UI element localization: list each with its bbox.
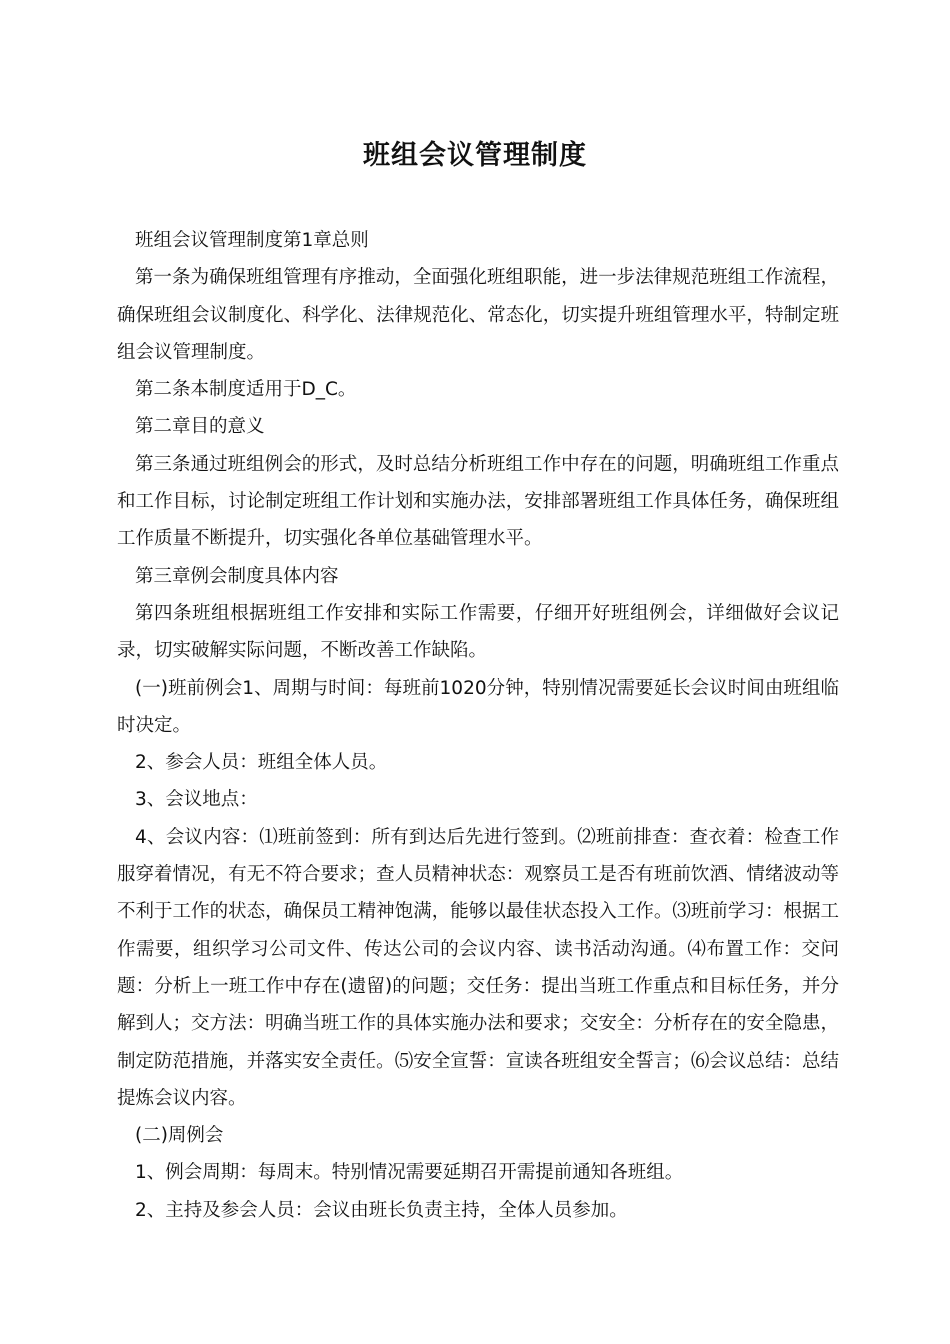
document-title: 班组会议管理制度 (363, 140, 587, 171)
paragraph-chapter1-heading: 班组会议管理制度第1章总则 (135, 230, 369, 251)
paragraph-weekly-host: 2、主持及参会人员：会议由班长负责主持，全体人员参加。 (135, 1199, 628, 1221)
paragraph-chapter3-heading: 第三章例会制度具体内容 (135, 565, 339, 587)
paragraph-article1: 第一条为确保班组管理有序推动，全面强化班组职能，进一步法律规范班组工作流程，确保班组会议制度化、科学化、法律规范化、常态化，切实提升班组管理水平，特制定班组会议管理制度。 (117, 267, 839, 363)
paragraph-chapter2-heading: 第二章目的意义 (135, 416, 265, 438)
paragraph-pre-shift-meeting: (一)班前例会1、周期与时间：每班前1020分钟，特别情况需要延长会议时间由班组临时决定。 (117, 677, 839, 736)
paragraph-weekly-cycle: 1、例会周期：每周末。特别情况需要延期召开需提前通知各班组。 (135, 1162, 684, 1184)
paragraph-attendees: 2、参会人员：班组全体人员。 (135, 752, 388, 774)
paragraph-article2: 第二条本制度适用于D_C。 (135, 379, 357, 401)
document-body (117, 222, 839, 1229)
paragraph-meeting-location: 3、会议地点： (135, 789, 258, 811)
paragraph-article4: 第四条班组根据班组工作安排和实际工作需要，仔细开好班组例会，详细做好会议记录，切实破解实际问题，不断改善工作缺陷。 (117, 602, 839, 662)
paragraph-article3: 第三条通过班组例会的形式，及时总结分析班组工作中存在的问题，明确班组工作重点和工作目标，讨论制定班组工作计划和实施办法，安排部署班组工作具体任务，确保班组工作质量不断提升，切实强化各单位基础管理水平。 (117, 453, 839, 550)
paragraph-meeting-content: 4、会议内容：⑴班前签到：所有到达后先进行签到。⑵班前排查：查衣着：检查工作服穿着情况，有无不符合要求；查人员精神状态：观察员工是否有班前饮酒、情绪波动等不利于工作的状态，确保员工精神饱满，能够以最佳状态投入工作。⑶班前学习：根据工作需要，组织学习公司文件、传达公司的会议内容、读书活动沟通。⑷布置工作：交问题：分析上一班工作中存在(遗留)的问题；交任务：提出当班工作重点和目标任务，并分解到人；交方法：明确当班工作的具体实施办法和要求；交安全：分析存在的安全隐患，制定防范措施，并落实安全责任。⑸安全宣誓：宣读各班组安全誓言；⑹会议总结：总结提炼会议内容。 (117, 826, 839, 1109)
paragraph-weekly-meeting-heading: (二)周例会 (135, 1125, 224, 1147)
